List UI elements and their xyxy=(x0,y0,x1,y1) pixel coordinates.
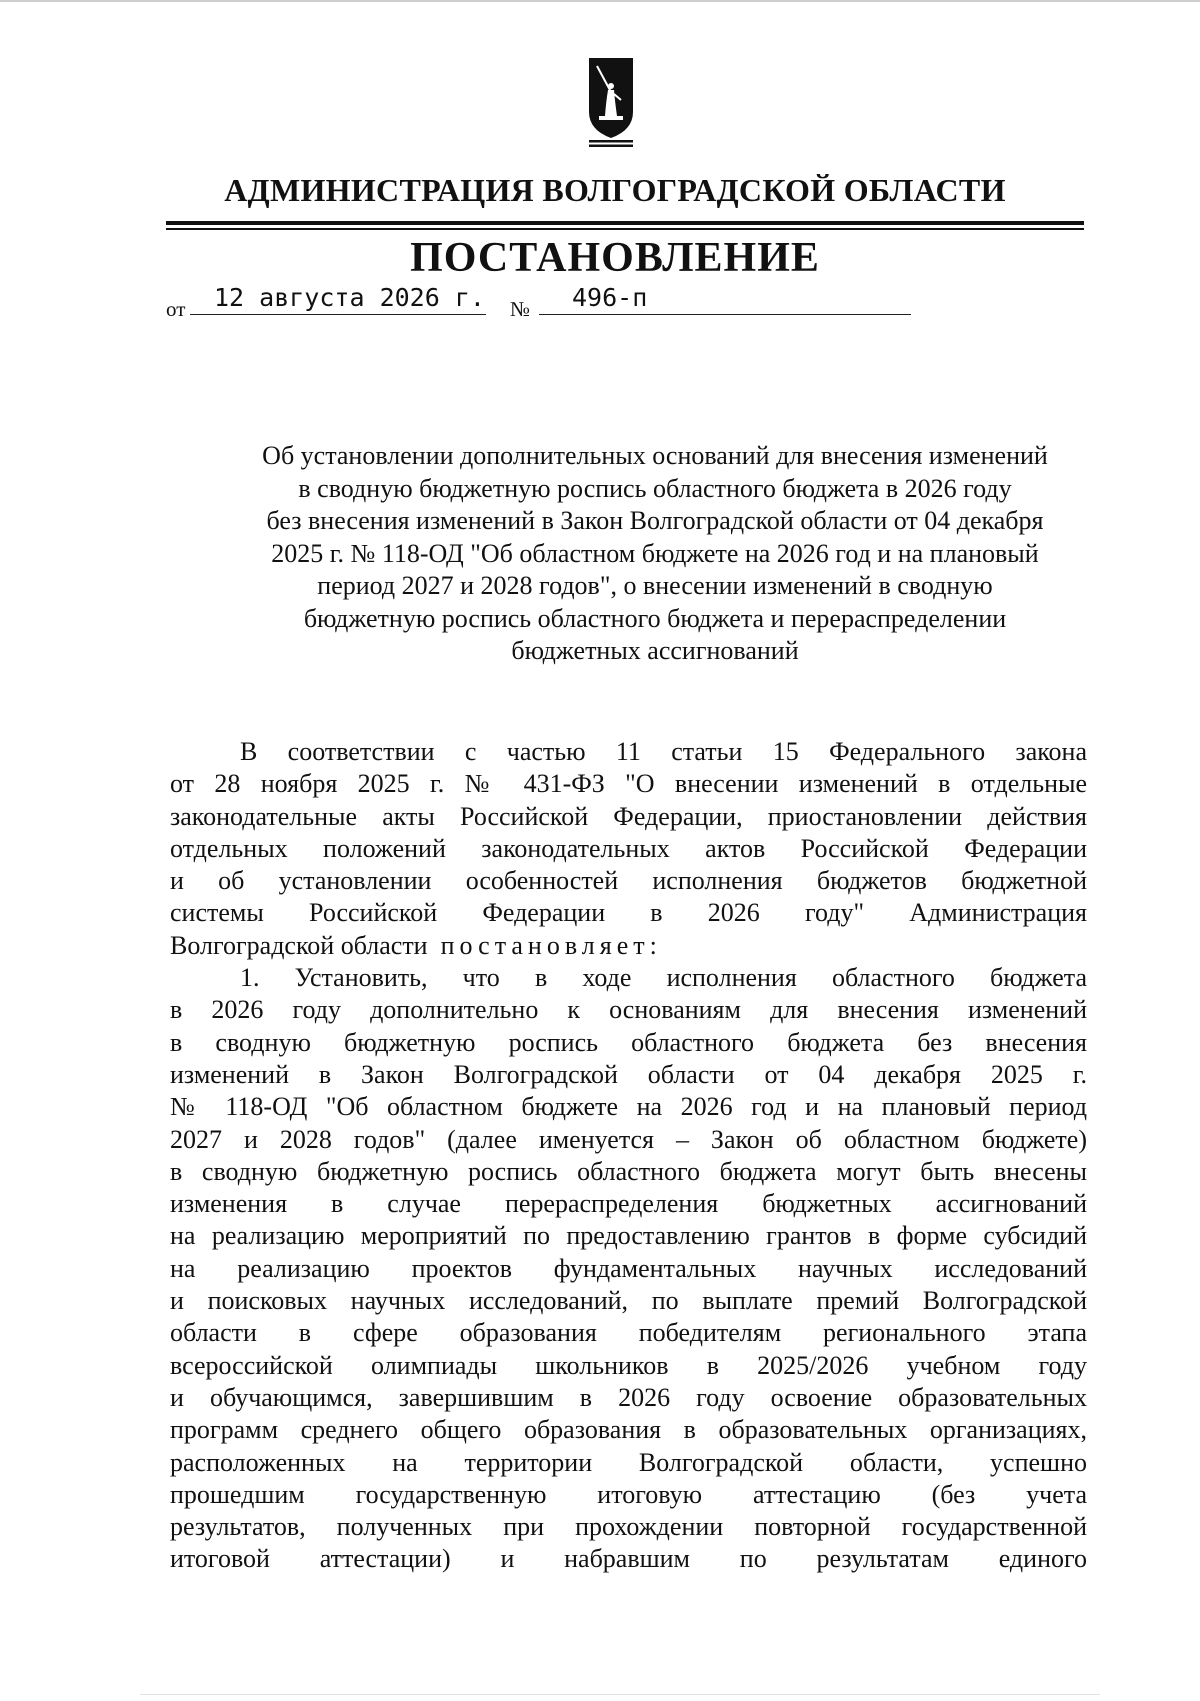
item-1-line: в 2026 году дополнительно к основаниям для внесения изменений xyxy=(170,995,1087,1025)
document-body xyxy=(170,736,1087,1576)
item-1-line: изменения в случае перераспределения бюджетных ассигнований xyxy=(170,1189,1087,1219)
item-1-line: на реализацию проектов фундаментальных научных исследований xyxy=(170,1253,1087,1283)
header-divider-thick xyxy=(166,221,1084,225)
header-divider-thin xyxy=(166,228,1084,230)
body-line: системы Российской Федерации в 2026 году" Администрация xyxy=(170,898,1087,928)
item-1-line: прошедшим государственную итоговую аттестацию (без учета xyxy=(170,1479,1087,1509)
body-line: и об установлении особенностей исполнения бюджетов бюджетной xyxy=(170,866,1087,896)
subject-line: бюджетную роспись областного бюджета и перераспределении xyxy=(303,603,1007,633)
document-subject xyxy=(220,440,1090,668)
subject-line: 2025 г. № 118-ОД "Об областном бюджете на 2026 год и на плановый xyxy=(271,538,1039,568)
scan-edge-bottom xyxy=(140,1694,1100,1695)
resolves-word: постановляет: xyxy=(440,930,662,960)
item-1-line: в сводную бюджетную роспись областного бюджета могут быть внесены xyxy=(170,1156,1087,1186)
subject-line: Об установлении дополнительных оснований для внесения изменений xyxy=(262,441,1048,470)
item-1-line: № 118-ОД "Об областном бюджете на 2026 год и на плановый период xyxy=(170,1092,1087,1122)
item-1-line: 1. Установить, что в ходе исполнения областного бюджета xyxy=(240,963,1087,993)
item-1-line: области в сфере образования победителям регионального этапа xyxy=(170,1318,1087,1348)
document-type-title: ПОСТАНОВЛЕНИЕ xyxy=(410,235,820,281)
item-1-line: 2027 и 2028 годов" (далее именуется – Закон об областном бюджете) xyxy=(170,1124,1087,1154)
body-line: от 28 ноября 2025 г. № 431-ФЗ "О внесении изменений в отдельные xyxy=(170,769,1087,799)
organization-title: АДМИНИСТРАЦИЯ ВОЛГОГРАДСКОЙ ОБЛАСТИ xyxy=(224,172,1006,208)
body-line: В соответствии с частью 11 статьи 15 Федерального закона xyxy=(240,737,1087,766)
item-1-line: в сводную бюджетную роспись областного бюджета без внесения xyxy=(170,1027,1087,1057)
item-1-line: всероссийской олимпиады школьников в 2025/2026 учебном году xyxy=(170,1350,1087,1380)
number-field: 496-п xyxy=(539,283,911,315)
preamble-last-prefix: Волгоградской области xyxy=(170,930,428,960)
date-label: от xyxy=(166,297,186,321)
item-1-line: программ среднего общего образования в образовательных организациях, xyxy=(170,1415,1087,1445)
body-line: законодательные акты Российской Федерации, приостановлении действия xyxy=(170,801,1087,831)
item-1-line: и обучающимся, завершившим в 2026 году освоение образовательных xyxy=(170,1382,1087,1412)
body-line: отдельных положений законодательных актов Российской Федерации xyxy=(170,833,1087,863)
subject-line: период 2027 и 2028 годов", о внесении изменений в сводную xyxy=(317,571,993,600)
subject-line: без внесения изменений в Закон Волгоградской области от 04 декабря xyxy=(266,506,1044,535)
number-label: № xyxy=(510,297,531,321)
item-1-line: расположенных на территории Волгоградской области, успешно xyxy=(170,1447,1087,1477)
item-1-line: изменений в Закон Волгоградской области от 04 декабря 2025 г. xyxy=(170,1059,1087,1089)
scan-edge-top xyxy=(0,0,1200,2)
item-1-line: на реализацию мероприятий по предоставлению грантов в форме субсидий xyxy=(170,1221,1087,1251)
item-1-line: итоговой аттестации) и набравшим по результатам единого xyxy=(170,1544,1087,1574)
date-field: 12 августа 2026 г. xyxy=(190,283,486,315)
subject-line: в сводную бюджетную роспись областного бюджета в 2026 году xyxy=(298,473,1012,503)
volgograd-coat-of-arms-icon xyxy=(587,56,635,148)
item-1-line: и поисковых научных исследований, по выплате премий Волгоградской xyxy=(170,1286,1087,1316)
item-1-line: результатов, полученных при прохождении повторной государственной xyxy=(170,1512,1087,1542)
subject-line: бюджетных ассигнований xyxy=(511,636,799,665)
body-line-resolution xyxy=(170,930,1087,962)
